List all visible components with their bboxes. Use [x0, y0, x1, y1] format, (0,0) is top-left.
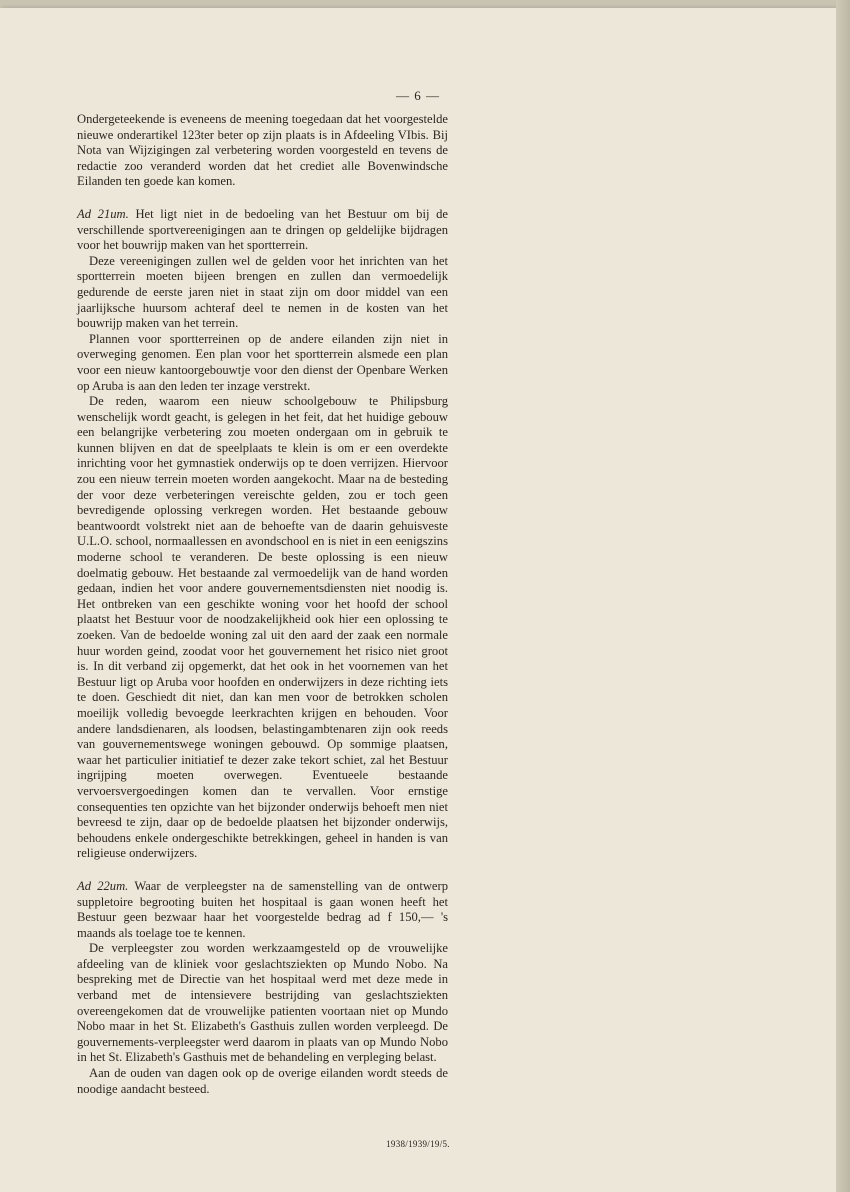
paragraph-ad-21um: [77, 207, 448, 254]
paragraph-artikel-123ter: [77, 112, 448, 190]
document-page: [0, 8, 836, 1192]
paragraph-text: Waar de verpleegster na de samenstelling van de ontwerp suppletoire begrooting buiten het hospitaal is gaan wonen heeft het Bestuur geen bezwaar haar het voorgestelde bedrag ad f 150,— 's maands als toelage toe te kennen.: [77, 878, 448, 940]
paragraph-ouden-van-dagen: [77, 1066, 448, 1097]
paragraph-text: De reden, waarom een nieuw schoolgebouw te Philipsburg wenschelijk wordt geacht, is gelegen in het feit, dat het huidige gebouw een belangrijke verbetering zou moeten ondergaan om in gebruik te kunnen blijven en dat de speelplaats te klein is om er een overdekte inrichting voor het gymnastiek onderwijs op te doen verrijzen. Hiervoor zou een nieuw terrein moeten worden aangekocht. Maar na de besteding der voor deze verbeteringen vereischte gelden, zou er toch geen bevredigende oplossing verkregen worden. Het bestaande gebouw beantwoordt volstrekt niet aan de behoefte van de daarin gehuisveste U.L.O. school, normaallessen en avondschool en is niet in een eenigszins moderne school te veranderen. De beste oplossing is een nieuw doelmatig gebouw. Het bestaande zal vermoedelijk van de hand worden gedaan, indien het voor andere gouvernementsdiensten niet noodig is. Het ontbreken van een geschikte woning voor het hoofd der school plaatst het Bestuur voor de noodzakelijkheid ook hier een oplossing te zoeken. Van de bedoelde woning zal uit den aard der zaak een normale huur worden geind, zoodat voor het gouvernement het risico niet groot is. In dit verband zij opgemerkt, dat het ook in het voornemen van het Bestuur ligt op Aruba voor hoofden en onderwijzers in deze richting iets te doen. Geschiedt dit niet, dan kan men voor de betrokken scholen moeilijk volledig bevoegde leerkrachten krijgen en behouden. Voor andere landsdienaren, als loodsen, belastingambtenaren zijn ook reeds van gouvernementswege woningen gebouwd. Op sommige plaatsen, waar het particulier initiatief te dezer zake tekort schiet, zal het Bestuur ingrijping moeten overwegen. Eventueele bestaande vervoersvergoedingen komen dan te vervallen. Voor ernstige consequenties ten opzichte van het bijzonder onderwijs behoeft men niet bevreesd te zijn, daar op de bedoelde plaatsen het bijzonder onderwijs, behoudens enkele ondergeschikte betrekkingen, geheel in handen is van religieuse onderwijzers.: [77, 394, 448, 861]
scan-top-strip: [0, 0, 850, 8]
footer-document-code: 1938/1939/19/5.: [386, 1139, 450, 1149]
paragraph-text: Plannen voor sportterreinen op de andere eilanden zijn niet in overweging genomen. Een plan voor het sportterrein alsmede een plan voor een nieuw kantoorgebouwtje voor den dienst der Openbare Werken op Aruba is aan den leden ter inzage verstrekt.: [77, 331, 448, 393]
paragraph-text: Aan de ouden van dagen ook op de overige eilanden wordt steeds de noodige aandacht besteed.: [77, 1066, 448, 1096]
paragraph-vereenigingen: [77, 254, 448, 332]
paragraph-plannen-sportterreinen: [77, 332, 448, 394]
paragraph-lead: Ad 22um.: [77, 878, 129, 893]
paragraph-lead: Ad 21um.: [77, 206, 129, 221]
paragraph-text: Het ligt niet in de bedoeling van het Bestuur om bij de verschillende sportvereenigingen aan te dringen op geldelijke bijdragen voor het bouwrijp maken van het sportterrein.: [77, 206, 448, 253]
paragraph-text: Ondergeteekende is eveneens de meening toegedaan dat het voorgestelde nieuwe onderartikel 123ter beter op zijn plaats is in Afdeeling VIbis. Bij Nota van Wijzigingen zal verbetering worden voorgesteld en tevens de redactie zoo veranderd worden dat het crediet alle Bovenwindsche Eilanden ten goede kan komen.: [77, 112, 448, 189]
paragraph-schoolgebouw-philipsburg: [77, 394, 448, 862]
body-text: [77, 112, 448, 1097]
paragraph-verpleegster: [77, 941, 448, 1066]
paragraph-ad-22um: [77, 879, 448, 941]
paragraph-text: De verpleegster zou worden werkzaamgesteld op de vrouwelijke afdeeling van de kliniek voor geslachtsziekten op Mundo Nobo. Na bespreking met de Directie van het hospitaal werd met deze mede in verband met de intensievere bestrijding van geslachtsziekten overeengekomen dat de vrouwelijke patienten voortaan niet op Mundo Nobo maar in het St. Elizabeth's Gasthuis zullen worden verpleegd. De gouvernements-verpleegster werd daarom in plaats van op Mundo Nobo in het St. Elizabeth's Gasthuis met de behandeling en verpleging belast.: [77, 941, 448, 1065]
scan-right-edge: [836, 0, 850, 1192]
page-number: — 6 —: [396, 88, 440, 103]
paragraph-text: Deze vereenigingen zullen wel de gelden voor het inrichten van het sportterrein moeten bijeen brengen en zullen dan vermoedelijk gedurende de eerste jaren niet in staat zijn om door middel van een jaarlijksche huursom achteraf deel te nemen in de kosten van het bouwrijp maken van het terrein.: [77, 253, 448, 331]
